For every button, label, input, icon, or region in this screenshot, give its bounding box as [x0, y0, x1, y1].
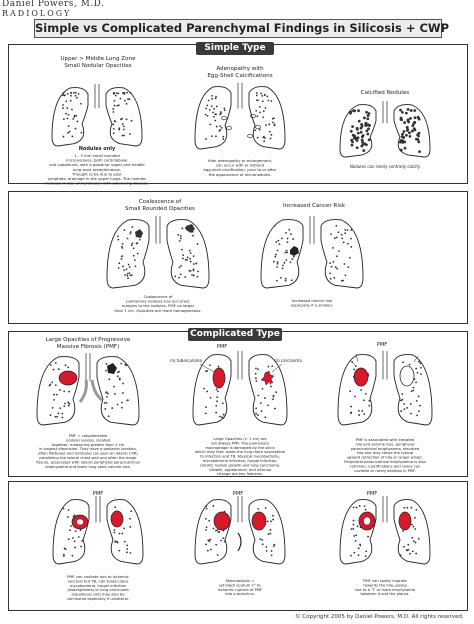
r3a-note-line-3: together, measuring greater than 1 cm — [51, 442, 125, 447]
lungs-cancer-risk — [261, 216, 363, 288]
lungs-cavitation — [53, 496, 143, 564]
lungs-large-opacities-left-lung — [193, 355, 231, 425]
r3c-note-line-8: cavitate or rarely develop in PMF. — [354, 468, 416, 473]
r3a-note-line-1: PMF = conglomerate — [68, 434, 108, 438]
melanoptysis-pmf — [214, 512, 230, 530]
r3b-note-line-3: macrophage is damaged by the silica — [205, 445, 275, 450]
cavity — [77, 519, 84, 525]
r3c-note-line-4: hila and may cause the typical — [356, 451, 414, 456]
lungs-small-nodules-left-lung — [52, 88, 88, 146]
lungs-calcified-trachea — [383, 101, 387, 123]
r2a-note-line-4: than 1 cm. Opacities are more homogeneous. — [114, 307, 202, 313]
lungs-calcified — [340, 101, 430, 157]
r1b-note-line-2: can occur with or without — [215, 162, 265, 168]
lungs-pmf-right-lung — [97, 357, 139, 425]
page-title: Simple vs Complicated Parenchymal Findings in Silicosis + CWP — [34, 19, 442, 38]
r3b-note-line-4: which may then make the lung more susceptible — [194, 450, 286, 455]
r4a-note-line-3: mycobacteria, fungal infection — [69, 583, 127, 588]
lungs-migration-trachea — [383, 496, 387, 522]
r4b-note-line-3: ischemic rupture of PMF — [217, 587, 263, 592]
r1c-note-line-1: Nodules can rarely centrally calcify — [349, 164, 421, 169]
eggshell-node-5 — [248, 134, 253, 138]
r3c-note-line-2: hila and volume loss, peripheral — [355, 442, 415, 447]
r1c-title-line-1: Calcified Nodules — [360, 90, 410, 96]
r1b-note-line-3: egg-shell calcification, prior to or after — [203, 167, 277, 173]
copyright: © Copyright 2005 by Daniel Powers, M.D. All rights reserved. — [295, 614, 464, 620]
bronchus-rupture — [238, 533, 241, 551]
lungs-large-opacities-trachea — [238, 351, 242, 380]
r4a-note-line-1: PMF can cavitate due to ischemic — [67, 575, 129, 579]
r1b-title-line-1: Adenopathy with — [216, 66, 264, 72]
lungs-cancer-risk-right-lung — [321, 220, 363, 288]
r3c-note-line-7: common. Calcifications and rarely can — [349, 464, 421, 469]
r1b-note-line-1: Hilar adenopathy or enlargement, — [207, 158, 273, 163]
r3c-note-line-5: upward retraction of hila or 'angel wings'. — [346, 455, 424, 460]
r2a-note-line-3: margins to the nodules. PMF no larger — [121, 303, 195, 309]
lungs-calcified-left-lung — [340, 105, 376, 157]
r3b-note-line-2: not always PMF. The pulmonary — [210, 441, 270, 446]
lungs-migration — [340, 496, 430, 564]
r1b-note-line-4: the appearance of micronodules. — [208, 171, 272, 177]
lungs-small-nodules — [52, 84, 142, 146]
r4c-note-line-1: PMF can slowly migrate — [363, 579, 407, 583]
r2b-note-line-1: Increased cancer risk — [291, 298, 333, 303]
r4c-label-line-1: PMF — [366, 491, 378, 497]
lungs-adenopathy — [195, 83, 285, 149]
r4a-note-line-5: (squamous cell) may also be — [71, 592, 125, 597]
r4a-note-line-4: (aspergilloma) or lung carcinoma — [67, 588, 129, 593]
r1a-note-line-2: micronodules, both centrilobular — [66, 157, 128, 163]
r4a-note-line-6: carcinoma especially if unilateral. — [66, 597, 130, 601]
section-simple-header: Simple Type — [196, 42, 274, 55]
r1a-note-line-5: Thought to be due to poor — [72, 171, 122, 177]
r2a-title-line-2: Small Rounded Opacities — [125, 205, 195, 212]
eggshell-node-2 — [227, 126, 232, 130]
r4b-note-line-2: jet black sputum 2° to — [219, 583, 261, 588]
migrating-pmf-right — [399, 512, 411, 530]
r3b-note-line-7: silicotic nodule growth and lung carcinoma. — [199, 463, 281, 468]
r3a-note-line-5: often flattened and lenticular (as seen on lateral CXR) — [38, 451, 138, 456]
migrating-pmf-core — [364, 517, 371, 525]
brand-name: Daniel Powers, M.D. — [2, 0, 105, 9]
r4c-note-line-3: rise to a 'T' or more emphysema — [354, 587, 416, 592]
lungs-melanoptysis-right-lung — [249, 500, 285, 564]
r3b-note-line-9: change are key features. — [217, 472, 263, 477]
r2b-title-line-1: Increased Cancer Risk — [282, 203, 346, 209]
lungs-cavitation-right-lung — [107, 500, 143, 564]
lungs-pmf-left-lung — [37, 357, 79, 425]
pmf-volume-loss-left — [354, 368, 368, 386]
r3b-note-line-6: mycobacteria infection, fungal infection, — [202, 459, 278, 463]
r2a-note-line-1: Coalescence of — [143, 294, 173, 299]
r1b-title-line-2: Egg-Shell Calcifications — [207, 72, 273, 79]
r1a-title-line-2: Small Nodular Opacities — [64, 62, 132, 69]
r3a-note-line-8: emphysema and lower lung zone volume loss. — [45, 464, 131, 469]
lungs-melanoptysis — [195, 496, 285, 564]
lungs-large-opacities — [193, 351, 287, 425]
r1a-note-line-3: and subpleural, with a posterior upper and middle — [49, 162, 145, 168]
pmf-mass-left — [59, 371, 77, 385]
r3c-note-line-6: Peripheral paracicatrical emphysema is also — [344, 460, 426, 464]
lungs-migration-left-lung — [340, 500, 376, 564]
lungs-volume-loss-trachea — [383, 351, 387, 380]
r3b-label-ca-line-1: r/o carcinoma — [274, 358, 302, 363]
r2a-note-line-2: pulmonary nodules has occurred; — [126, 298, 190, 304]
r3c-label-pmf-line-1: PMF — [376, 342, 388, 348]
r4b-label-line-1: PMF — [232, 491, 244, 497]
lungs-migration-right-lung — [394, 500, 430, 564]
r4c-note-line-2: towards the hila, giving — [363, 583, 407, 588]
r3a-note-line-7: fissure, associated with lateral peripheral paracicatricial — [36, 460, 140, 465]
lungs-adenopathy-trachea — [238, 83, 242, 109]
lungs-adenopathy-left-lung — [195, 87, 231, 149]
lungs-small-nodules-trachea — [95, 84, 99, 108]
lungs-melanoptysis-left-lung — [195, 500, 231, 564]
lungs-pmf-trachea — [86, 353, 90, 381]
r3a-title-line-2: Massive Fibrosis (PMF) — [56, 343, 120, 350]
r3b-note-line-5: to infection and TB. Atypical mycobacteria, — [200, 454, 280, 459]
r2a-title-line-1: Coalescence of — [138, 199, 182, 205]
r3a-title-line-1: Large Opacities of Progressive — [45, 337, 131, 343]
r3b-label-tb-line-1: r/o tuberculoma — [169, 358, 203, 363]
lungs-cancer-risk-trachea — [310, 216, 314, 244]
large-opacity-pmf — [213, 368, 225, 388]
pmf-volume-loss-right — [400, 366, 414, 386]
lungs-coalescence-trachea — [156, 216, 160, 244]
r3c-note-line-3: paracicatricial emphysema, elevated — [350, 446, 420, 451]
r3b-note-line-1: Large Opacities (> 1 cm) are — [213, 437, 267, 441]
lungs-small-nodules-right-lung — [106, 88, 142, 146]
r4c-note-line-4: between it and the pleura. — [360, 592, 410, 597]
lungs-large-opacities-right-lung — [249, 355, 287, 425]
r3b-label-pmf-line-1: PMF — [216, 344, 228, 350]
section-complicated-header: Complicated Type — [188, 328, 282, 341]
lungs-pmf — [37, 353, 139, 425]
r3a-note-line-4: in longest dimension. They have a posterior location, — [38, 447, 138, 452]
r4b-note-line-4: into a bronchus. — [225, 592, 255, 597]
melanoptysis-pmf-right — [252, 512, 266, 530]
r1a-note-line-6: lymphatic drainage in the upper lungs. The nodules — [47, 176, 147, 181]
r3b-note-line-8: Growth, appearance, and interval — [208, 467, 272, 472]
r1a-note-line-1: 1 - 3 mm small rounded — [74, 153, 120, 158]
r3a-note-line-2: nodular lesions, located — [66, 438, 110, 443]
r3c-note-line-1: PMF is associated with elevated — [355, 438, 415, 442]
lungs-coalescence — [107, 216, 209, 288]
r4a-note-line-2: necrosis but TB, non-tuberculous — [67, 579, 129, 584]
lungs-cavitation-trachea — [96, 496, 100, 522]
r2b-note-line-2: especially if a smoker. — [290, 302, 334, 308]
lungs-volume-loss-left-lung — [338, 355, 376, 425]
r1a-note-line-4: lung zone predominance. — [72, 166, 122, 172]
pmf-right-row4a — [111, 511, 123, 527]
lungs-cavitation-left-lung — [53, 500, 89, 564]
r3a-note-line-6: paralleling the lateral chest wall and often the major — [39, 456, 137, 460]
r4a-label-line-1: PMF — [92, 491, 104, 497]
r1a-note-line-7: increase in size and profusion with advancing disease. — [45, 180, 149, 186]
lungs-melanoptysis-trachea — [238, 496, 242, 522]
r1a-note-title-line-1: Nodules only — [78, 146, 116, 152]
brand-dept: RADIOLOGY — [2, 9, 72, 18]
r1a-title-line-1: Upper > Middle Lung Zone — [60, 56, 136, 62]
r4b-note-line-1: Melanoptysis = — [225, 579, 255, 583]
